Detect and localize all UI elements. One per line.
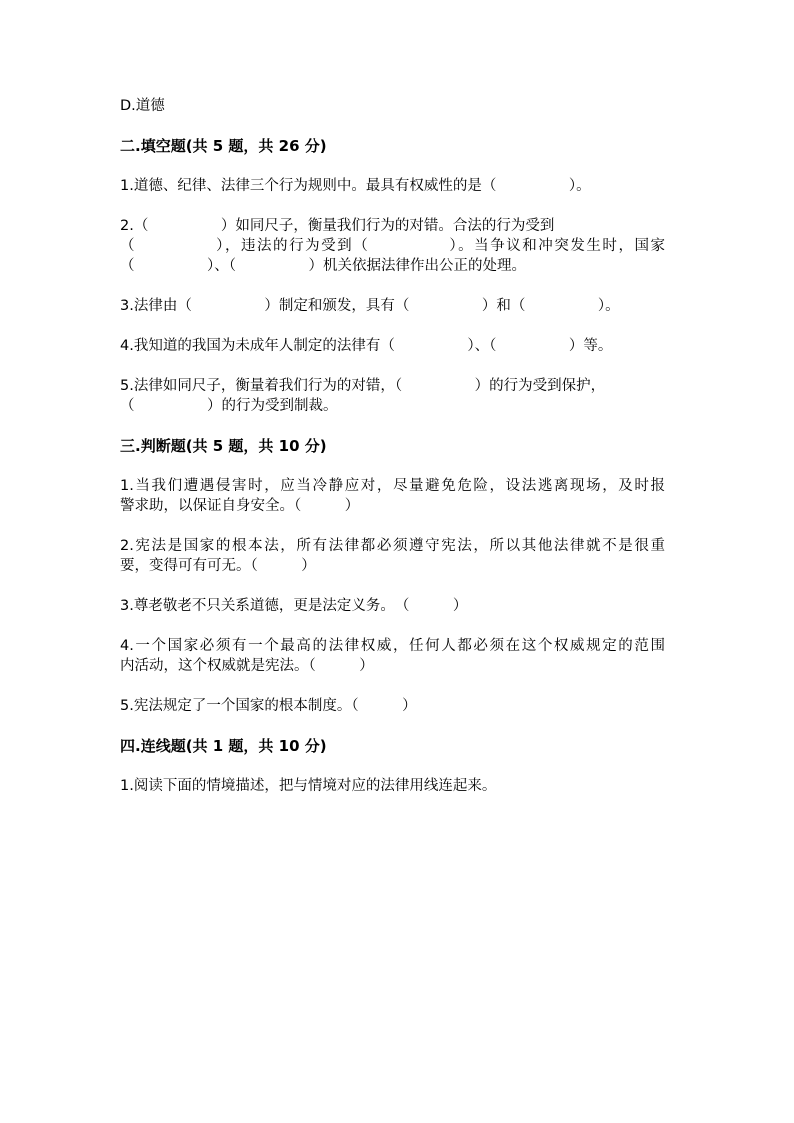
matching-question-1: 1.阅读下面的情境描述，把与情境对应的法律用线连起来。 <box>120 778 497 794</box>
section-heading-matching: 四.连线题(共 1 题，共 10 分) <box>120 737 327 755</box>
option-d: D.道德 <box>120 98 165 114</box>
fill-question-3: 3.法律由（ ）制定和颁发，具有（ ）和（ ）。 <box>120 298 620 314</box>
fill-question-2-line-3: （ ）、（ ）机关依据法律作出公正的处理。 <box>120 258 526 274</box>
tf-question-3: 3.尊老敬老不只关系道德，更是法定义务。 （ ） <box>120 598 468 614</box>
tf-question-5: 5.宪法规定了一个国家的根本制度。（ ） <box>120 698 417 714</box>
fill-question-5-line-1: 5.法律如同尺子，衡量着我们行为的对错，（ ）的行为受到保护， <box>120 378 606 394</box>
tf-question-4-line-2: 内活动，这个权威就是宪法。（ ） <box>120 658 374 674</box>
tf-question-4-line-1: 4.一个国家必须有一个最高的法律权威，任何人都必须在这个权威规定的范围 <box>120 638 665 654</box>
section-heading-fill-in: 二.填空题(共 5 题，共 26 分) <box>120 137 327 155</box>
fill-question-5-line-2: （ ）的行为受到制裁。 <box>120 398 338 414</box>
section-heading-true-false: 三.判断题(共 5 题，共 10 分) <box>120 437 327 455</box>
tf-question-1-line-2: 警求助，以保证自身安全。（ ） <box>120 498 360 514</box>
tf-question-2-line-1: 2.宪法是国家的根本法，所有法律都必须遵守宪法，所以其他法律就不是很重 <box>120 538 665 554</box>
tf-question-2-line-2: 要，变得可有可无。（ ） <box>120 558 316 574</box>
fill-question-1: 1.道德、纪律、法律三个行为规则中。最具有权威性的是（ ）。 <box>120 178 591 194</box>
fill-question-2-line-1: 2.（ ）如同尺子，衡量我们行为的对错。合法的行为受到 <box>120 218 555 234</box>
fill-question-2-line-2: （ ），违法的行为受到（ ）。当争议和冲突发生时，国家 <box>120 238 665 254</box>
tf-question-1-line-1: 1.当我们遭遇侵害时，应当冷静应对，尽量避免危险，设法逃离现场，及时报 <box>120 478 665 494</box>
fill-question-4: 4.我知道的我国为未成年人制定的法律有（ ）、（ ）等。 <box>120 338 613 354</box>
